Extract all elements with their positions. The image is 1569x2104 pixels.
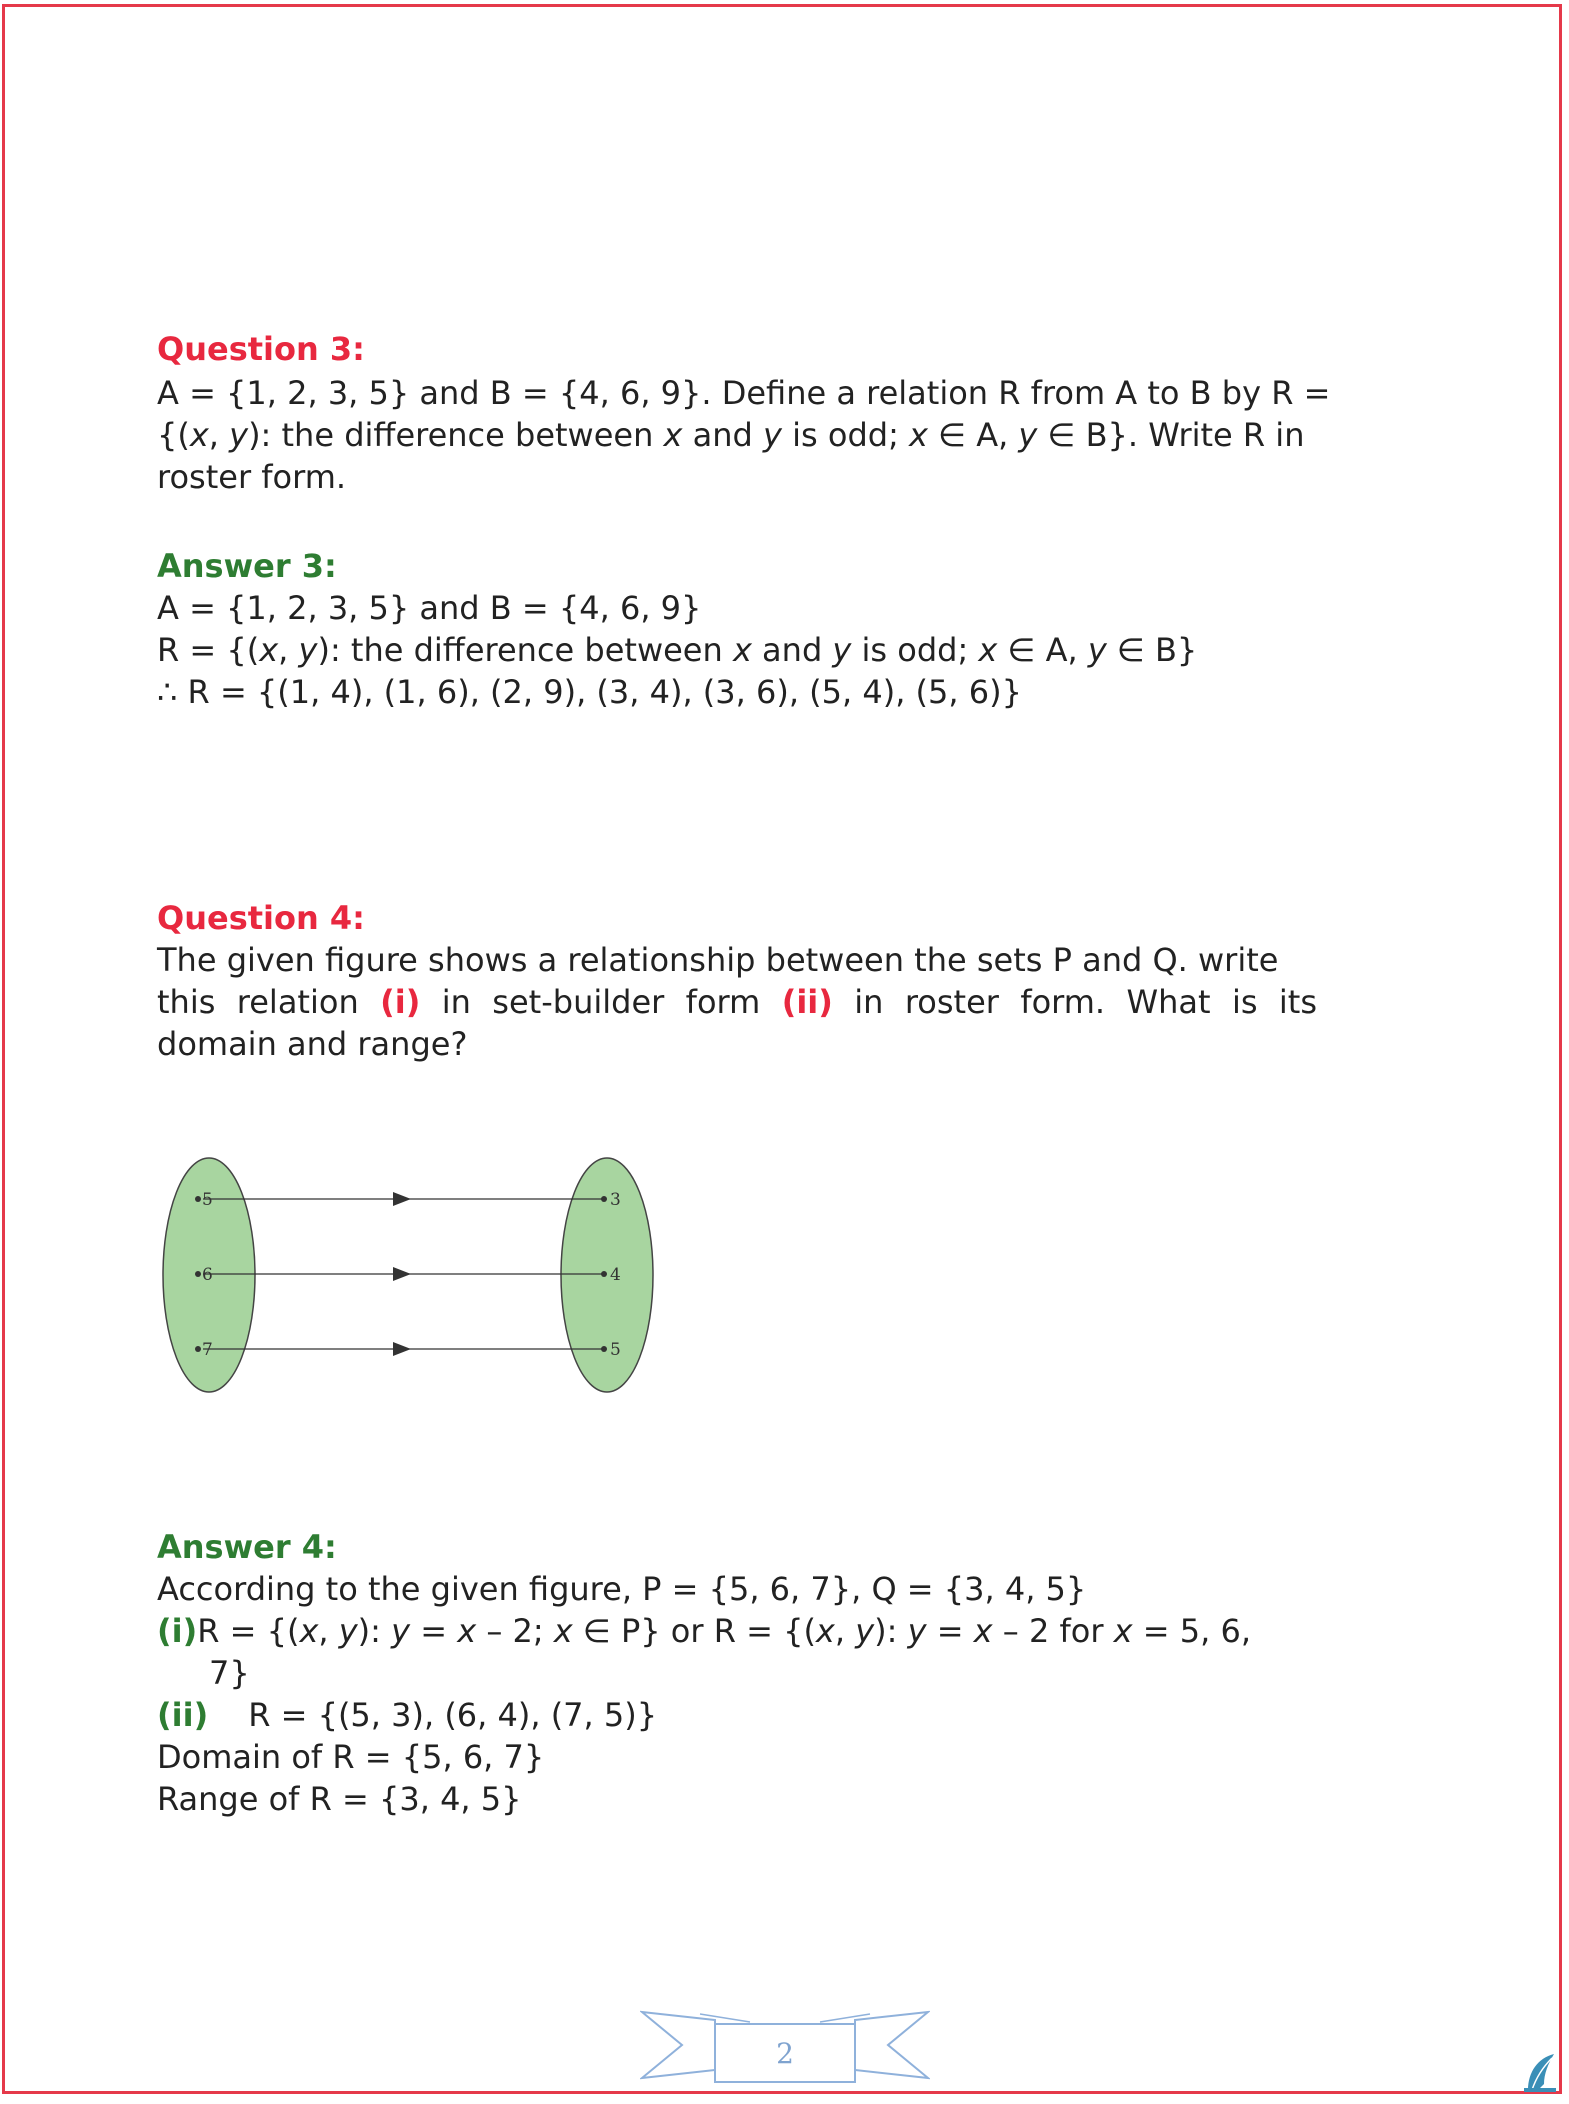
answer-3-line-1: A = {1, 2, 3, 5} and B = {4, 6, 9} [157,589,702,627]
question-4-line-3: domain and range? [157,1025,468,1063]
answer-4-domain: Domain of R = {5, 6, 7} [157,1738,545,1776]
answer-3-line-2: R = {(x, y): the difference between x and y is odd; x ∈ A, y ∈ B} [157,631,1198,669]
answer-3 [157,545,1417,713]
question-3 [157,328,1417,498]
answer-4-part-i: (i)R = {(x, y): y = x – 2; x ∈ P} or R = {(x, y): y = x – 2 for x = 5, 6, [157,1612,1251,1650]
point-q-4 [601,1271,607,1277]
point-p-7 [195,1346,201,1352]
page-number-ribbon [640,2008,930,2088]
answer-4-part-i-cont: 7} [209,1654,250,1692]
label-p-6: 6 [202,1265,213,1285]
point-p-6 [195,1271,201,1277]
part-i-marker: (i) [157,1612,198,1650]
mapping-5-to-3 [203,1192,603,1206]
label-q-3: 3 [610,1190,621,1210]
part-ii-marker: (ii) [157,1696,209,1734]
question-3-line-2: {(x, y): the difference between x and y is odd; x ∈ A, y ∈ B}. Write R in [157,416,1305,454]
label-p-5: 5 [202,1190,213,1210]
question-4-heading: Question 4: [157,899,365,937]
mapping-6-to-4 [203,1267,603,1281]
question-4 [157,897,1317,1065]
point-p-5 [195,1196,201,1202]
question-3-line-1: A = {1, 2, 3, 5} and B = {4, 6, 9}. Define a relation R from A to B by R = [157,374,1331,412]
question-4-line-1: The given figure shows a relationship between the sets P and Q. write [157,941,1279,979]
answer-4-part-ii: (ii) R = {(5, 3), (6, 4), (7, 5)} [157,1696,658,1734]
point-q-3 [601,1196,607,1202]
answer-3-heading: Answer 3: [157,547,337,585]
question-3-heading: Question 3: [157,330,365,368]
page-number: 2 [776,2037,794,2070]
label-q-4: 4 [610,1265,621,1285]
mapping-7-to-5 [203,1342,603,1356]
answer-4 [157,1526,1357,1820]
question-4-line-2: this relation (i) in set-builder form (ii) in roster form. What is its [157,983,1318,1021]
answer-3-line-3: ∴ R = {(1, 4), (1, 6), (2, 9), (3, 4), (3, 6), (5, 4), (5, 6)} [157,673,1022,711]
point-q-5 [601,1346,607,1352]
label-q-5: 5 [610,1340,621,1360]
publisher-logo-icon [1522,2050,1558,2094]
question-3-line-3: roster form. [157,458,347,496]
answer-4-range: Range of R = {3, 4, 5} [157,1780,522,1818]
answer-4-line-1: According to the given figure, P = {5, 6, 7}, Q = {3, 4, 5} [157,1570,1087,1608]
set-q-ellipse [561,1158,653,1392]
label-p-7: 7 [202,1340,213,1360]
answer-4-heading: Answer 4: [157,1528,337,1566]
relation-arrow-diagram [157,1150,657,1400]
